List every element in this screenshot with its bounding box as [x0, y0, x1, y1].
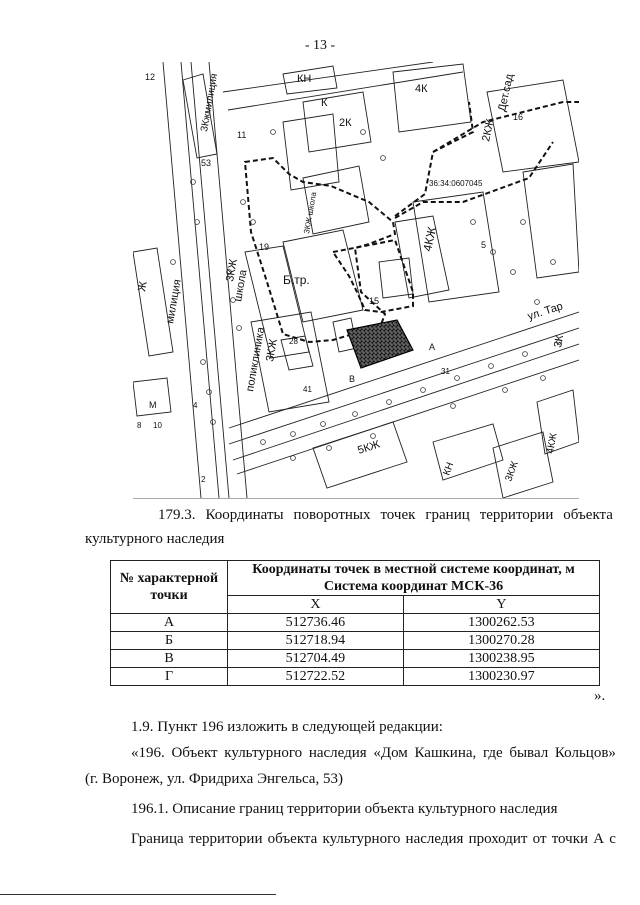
caption-word: 179.3. — [158, 507, 196, 523]
map-label-3kzh-lower: 3КЖ — [264, 338, 280, 363]
map-label-detsad: Дет.сад — [496, 72, 516, 113]
text-word: Объект — [171, 745, 218, 761]
text-word: культурного — [224, 745, 303, 761]
cell-x: 512736.46 — [228, 614, 404, 632]
text-word: где — [482, 745, 503, 761]
coordinates-table — [110, 560, 600, 686]
map-label-kn-top: КН — [297, 73, 312, 85]
map-label-kzh-left: Ж — [136, 280, 150, 293]
map-label-b-tr: Б.тр. — [283, 273, 310, 287]
map-label-28: 28 — [289, 337, 298, 346]
map-label-3kzh-bottom: 3КЖ — [503, 459, 521, 484]
cell-point: В — [111, 650, 228, 668]
text-word: от — [532, 831, 547, 847]
cell-y: 1300230.97 — [403, 668, 599, 686]
map-label-10: 10 — [153, 421, 162, 430]
text-word: территории — [188, 831, 263, 847]
text-word: наследия — [308, 745, 367, 761]
map-label-k2-top: К — [321, 97, 328, 109]
table-subheader-y: Y — [403, 596, 599, 614]
cell-x: 512722.52 — [228, 668, 404, 686]
caption-word: точек — [380, 507, 416, 523]
table-header-coords-line1: Координаты точек в местной системе координат, м — [252, 562, 575, 577]
caption-line-1 — [158, 504, 613, 526]
map-label-4kzh-right: 4КЖ — [545, 432, 560, 455]
table-row — [111, 668, 600, 686]
caption-word: территории — [479, 507, 554, 523]
table-row — [111, 614, 600, 632]
text-word: бывал — [509, 745, 549, 761]
map-label-15: 15 — [369, 296, 380, 306]
text-word: точки — [551, 831, 589, 847]
cell-y: 1300262.53 — [403, 614, 599, 632]
page-number: - 13 - — [304, 38, 336, 53]
map-label-3k-right: 3К — [552, 334, 567, 349]
cell-point: Г — [111, 668, 228, 686]
caption-word: границ — [425, 507, 470, 523]
map-label-shkola: школа — [232, 268, 250, 303]
map-label-ul-tar: ул. Тар — [526, 300, 565, 323]
caption-word: Координаты — [205, 507, 284, 523]
map-label-militsia-top: 3Кжмилиция — [199, 72, 221, 133]
map-label-53: 53 — [201, 158, 212, 168]
footnote-rule — [0, 894, 276, 895]
text-word: объекта — [267, 831, 318, 847]
map-label-shkola-3kzh: 3КЖ — [224, 258, 240, 283]
table-header-coords-line2: Система координат МСК-36 — [323, 579, 504, 594]
text-word: с — [609, 831, 616, 847]
cell-point: Б — [111, 632, 228, 650]
caption-line-2: культурного наследия — [85, 531, 225, 547]
map-label-31: 31 — [441, 367, 450, 376]
map-label-poliklinika: поликлиника — [244, 326, 268, 393]
table-row — [111, 632, 600, 650]
map-label-5kzh: 5КЖ — [356, 438, 382, 457]
table-header-coords — [228, 561, 600, 596]
text-word: Граница — [131, 831, 184, 847]
cell-y: 1300270.28 — [403, 632, 599, 650]
text-word: проходит — [468, 831, 528, 847]
map-label-5: 5 — [481, 240, 487, 250]
map-label-m: М — [149, 400, 157, 410]
map-label-cadastral: 36:34:0607045 — [429, 179, 483, 188]
map-label-16: 16 — [513, 112, 524, 122]
text-word: «196. — [131, 745, 165, 761]
map-label-kn-bottom: КН — [441, 461, 457, 478]
text-word: Кольцов» — [554, 745, 616, 761]
paragraph-196-line-1 — [131, 742, 616, 764]
paragraph-196-1: 196.1. Описание границ территории объекта культурного наследия — [131, 801, 558, 817]
text-word: Кашкина, — [414, 745, 477, 761]
map-label-4kzh: 4КЖ — [420, 225, 440, 253]
map-label-v: В — [349, 374, 356, 384]
map-label-detsad-2kzh: 2КЖ — [480, 117, 497, 143]
map-label-19: 19 — [259, 242, 270, 252]
cell-x: 512718.94 — [228, 632, 404, 650]
map-label-8: 8 — [137, 421, 142, 430]
map-label-11: 11 — [237, 130, 247, 140]
map-label-12: 12 — [145, 72, 156, 82]
cell-y: 1300238.95 — [403, 650, 599, 668]
map-label-k2-num: 2К — [339, 117, 352, 129]
paragraph-1-9: 1.9. Пункт 196 изложить в следующей редакции: — [131, 719, 443, 735]
paragraph-boundary — [131, 828, 616, 850]
text-word: А — [593, 831, 605, 847]
text-word: наследия — [405, 831, 464, 847]
cell-point: А — [111, 614, 228, 632]
closing-quote: ». — [594, 688, 606, 704]
map-label-shkola-small: 3КЖ школа — [302, 191, 319, 235]
text-word: культурного — [322, 831, 401, 847]
caption-word: поворотных — [293, 507, 371, 523]
map-label-41: 41 — [303, 385, 312, 394]
map-label-militsia-left: милиция — [164, 278, 184, 325]
table-header-point: № характерной точки — [111, 561, 228, 614]
map-label-k4-top: 4К — [415, 83, 428, 95]
map-label-a: А — [429, 342, 436, 352]
text-word: «Дом — [373, 745, 408, 761]
table-row — [111, 650, 600, 668]
map-label-2: 2 — [201, 475, 206, 484]
caption-word: объекта — [563, 507, 613, 523]
map-label-4: 4 — [193, 401, 198, 410]
paragraph-196-line-2: (г. Воронеж, ул. Фридриха Энгельса, 53) — [85, 771, 343, 787]
site-map — [133, 62, 579, 499]
table-subheader-x: X — [228, 596, 404, 614]
cell-x: 512704.49 — [228, 650, 404, 668]
